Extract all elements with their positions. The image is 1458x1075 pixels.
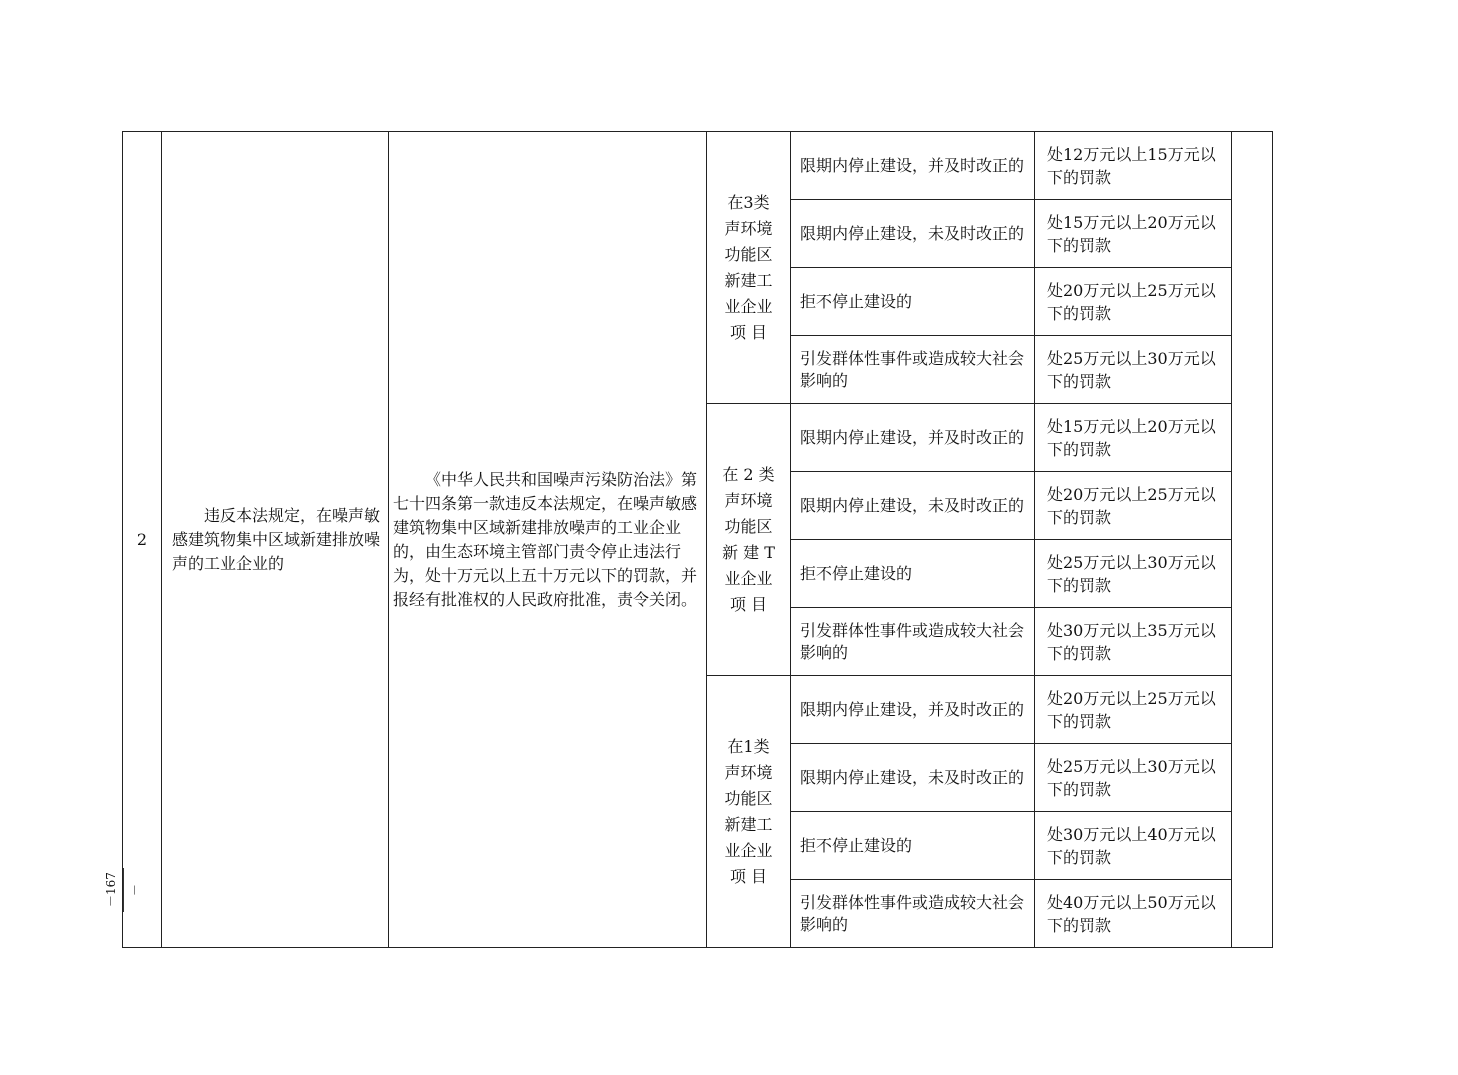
penalty-cell: 处12万元以上15万元以下的罚款 <box>1035 132 1232 200</box>
zone-label-class-3 <box>707 132 791 404</box>
condition-cell: 限期内停止建设，并及时改正的 <box>791 132 1035 200</box>
row-number: 2 <box>123 132 162 948</box>
zone-label-line: 新 建 T <box>722 542 775 562</box>
penalty-cell: 处20万元以上25万元以下的罚款 <box>1035 268 1232 336</box>
zone-label-line: 在 2 类 <box>722 464 775 484</box>
condition-cell: 限期内停止建设，未及时改正的 <box>791 200 1035 268</box>
zone-label-line: 声环境 <box>724 762 773 782</box>
penalty-cell: 处15万元以上20万元以下的罚款 <box>1035 404 1232 472</box>
penalty-cell: 处20万元以上25万元以下的罚款 <box>1035 472 1232 540</box>
zone-label-line: 功能区 <box>724 244 773 264</box>
zone-label-line: 在1类 <box>727 736 770 756</box>
zone-label-line: 新建工 <box>724 814 773 834</box>
zone-label-class-1 <box>707 676 791 948</box>
legal-basis-text: 《中华人民共和国噪声污染防治法》第七十四条第一款违反本法规定，在噪声敏感建筑物集中区域新建排放噪声的工业企业的，由生态环境主管部门责令停止违法行为，处十万元以上五十万元以下的罚款，并报经有批准权的人民政府批准，责令关闭。 <box>393 469 698 609</box>
table-row <box>123 132 1273 200</box>
condition-cell: 限期内停止建设，并及时改正的 <box>791 404 1035 472</box>
zone-label-line: 业企业 <box>724 568 773 588</box>
remarks-cell <box>1232 132 1273 948</box>
penalty-cell: 处25万元以上30万元以下的罚款 <box>1035 336 1232 404</box>
zone-label-line: 声环境 <box>724 490 773 510</box>
zone-label-line: 声环境 <box>724 218 773 238</box>
condition-cell: 引发群体性事件或造成较大社会影响的 <box>791 336 1035 404</box>
zone-label-line: 业企业 <box>724 840 773 860</box>
zone-label-line: 新建工 <box>724 270 773 290</box>
penalty-table <box>122 131 1273 948</box>
zone-label-class-2 <box>707 404 791 676</box>
penalty-cell: 处20万元以上25万元以下的罚款 <box>1035 676 1232 744</box>
condition-cell: 拒不停止建设的 <box>791 540 1035 608</box>
condition-cell: 限期内停止建设，并及时改正的 <box>791 676 1035 744</box>
penalty-cell: 处15万元以上20万元以下的罚款 <box>1035 200 1232 268</box>
penalty-cell: 处40万元以上50万元以下的罚款 <box>1035 880 1232 948</box>
zone-label-line: 功能区 <box>724 516 773 536</box>
condition-cell: 拒不停止建设的 <box>791 268 1035 336</box>
violation-text: 违反本法规定，在噪声敏感建筑物集中区域新建排放噪声的工业企业的 <box>172 505 381 573</box>
condition-cell: 限期内停止建设，未及时改正的 <box>791 472 1035 540</box>
penalty-cell: 处25万元以上30万元以下的罚款 <box>1035 744 1232 812</box>
condition-cell: 拒不停止建设的 <box>791 812 1035 880</box>
condition-cell: 引发群体性事件或造成较大社会影响的 <box>791 880 1035 948</box>
zone-label-line: 在3类 <box>727 192 770 212</box>
zone-label-line: 项 目 <box>729 322 768 342</box>
condition-cell: 引发群体性事件或造成较大社会影响的 <box>791 608 1035 676</box>
zone-label-line: 项 目 <box>729 594 768 614</box>
condition-cell: 限期内停止建设，未及时改正的 <box>791 744 1035 812</box>
violation-cell <box>162 132 389 948</box>
penalty-cell: 处30万元以上40万元以下的罚款 <box>1035 812 1232 880</box>
page-number: －167－ <box>99 868 124 912</box>
zone-label-line: 业企业 <box>724 296 773 316</box>
legal-basis-cell <box>389 132 707 948</box>
penalty-cell: 处30万元以上35万元以下的罚款 <box>1035 608 1232 676</box>
penalty-cell: 处25万元以上30万元以下的罚款 <box>1035 540 1232 608</box>
zone-label-line: 功能区 <box>724 788 773 808</box>
zone-label-line: 项 目 <box>729 866 768 886</box>
